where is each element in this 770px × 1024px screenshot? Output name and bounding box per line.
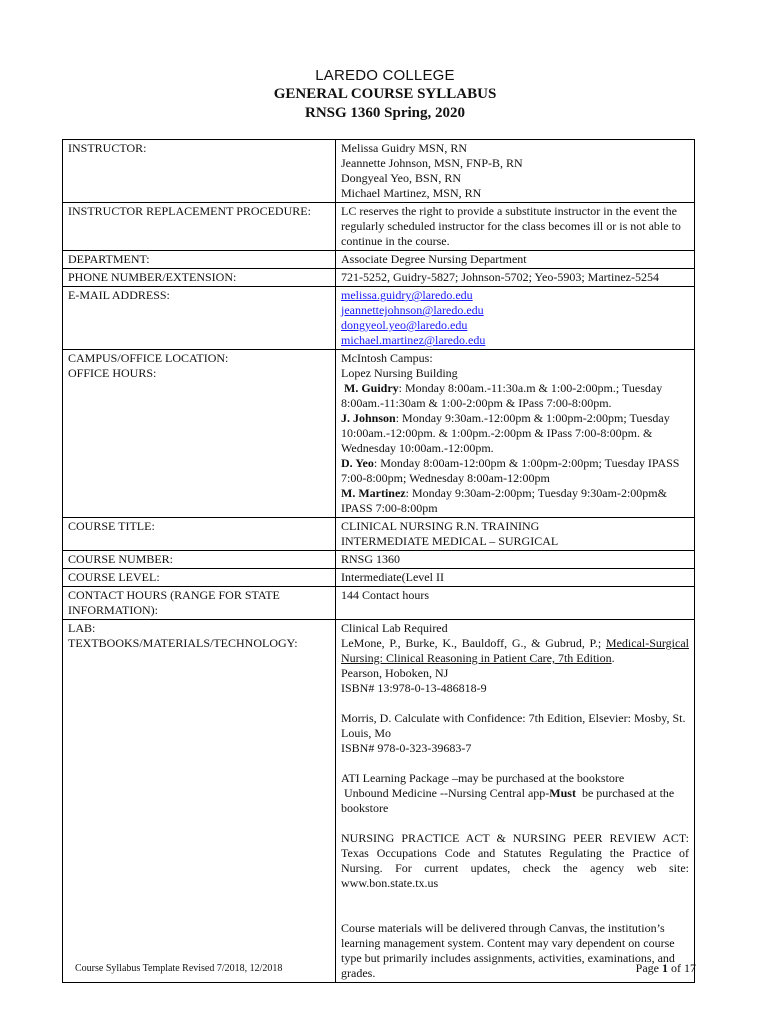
row-label: OFFICE HOURS: [68, 366, 157, 380]
table-row [63, 269, 695, 287]
course-term: RNSG 1360 Spring, 2020 [304, 105, 466, 121]
page-prefix: Page [635, 961, 662, 975]
table-row [63, 569, 695, 587]
row-label: CAMPUS/OFFICE LOCATION: [68, 351, 229, 365]
instructor-short-name: D. Yeo [341, 456, 374, 470]
instructor-short-name: M. Guidry [344, 381, 399, 395]
course-title-label [63, 518, 336, 551]
unbound-text: be purchased at the bookstore [341, 786, 678, 815]
textbooks-value [336, 620, 695, 983]
course-level-label [63, 569, 336, 587]
current-page: 1 [662, 961, 668, 975]
building-name: Lopez Nursing Building [341, 366, 458, 380]
lab-value: Clinical Lab Required [341, 621, 448, 635]
book1-publisher: Pearson, Hoboken, NJ [341, 666, 449, 680]
row-label: CONTACT HOURS (RANGE FOR STATE INFORMATION): [68, 588, 280, 617]
course-number-label [63, 551, 336, 569]
table-row [63, 140, 695, 203]
hours-text: : Monday 9:30am.-12:00pm & 1:00pm-2:00pm; Tuesday 10:00am.-12:00pm. & 1:00pm.-2:00pm & IPass 7:00-8:00pm. & Wednesday 10:00am.-12:00pm. [341, 411, 670, 455]
course-level-value: Intermediate(Level II [336, 569, 695, 587]
email-label [63, 287, 336, 350]
instructor-label [63, 140, 336, 203]
row-label: COURSE TITLE: [68, 519, 155, 533]
table-row [63, 203, 695, 251]
instructor-short-name: J. Johnson [341, 411, 396, 425]
department-label [63, 251, 336, 269]
row-label: DEPARTMENT: [68, 252, 150, 266]
campus-label [63, 350, 336, 518]
table-row [63, 287, 695, 350]
row-label: INSTRUCTOR: [68, 141, 147, 155]
must-emphasis: Must [549, 786, 576, 800]
phone-value: 721-5252, Guidry-5827; Johnson-5702; Yeo-5903; Martinez-5254 [336, 269, 695, 287]
phone-label [63, 269, 336, 287]
email-link[interactable]: michael.martinez@laredo.edu [341, 333, 486, 347]
replacement-label [63, 203, 336, 251]
table-row [63, 551, 695, 569]
email-link[interactable]: melissa.guidry@laredo.edu [341, 288, 473, 302]
table-row [63, 251, 695, 269]
row-label: COURSE LEVEL: [68, 570, 160, 584]
department-value: Associate Degree Nursing Department [336, 251, 695, 269]
row-label: LAB: [68, 621, 96, 635]
instructor-name: Jeannette Johnson, MSN, FNP-B, RN [341, 156, 523, 170]
course-title-line: CLINICAL NURSING R.N. TRAINING [341, 519, 540, 533]
hours-text: : Monday 8:00am.-11:30a.m & 1:00-2:00pm.; Tuesday 8:00am.-11:30am & 1:00-2:00pm & IPass 7:00-8:00pm. [341, 381, 663, 410]
nursing-practice-act: NURSING PRACTICE ACT & NURSING PEER REVIEW ACT: Texas Occupations Code and Statutes Regulating the Practice of Nursing. For current updates, check the agency web site: www.bon.state.tx.us [341, 831, 689, 890]
college-name: LAREDO COLLEGE [315, 67, 455, 84]
row-label: E-MAIL ADDRESS: [68, 288, 170, 302]
row-label: PHONE NUMBER/EXTENSION: [68, 270, 237, 284]
email-value [336, 287, 695, 350]
course-number-value: RNSG 1360 [336, 551, 695, 569]
instructor-short-name: M. Martinez [341, 486, 406, 500]
course-title-value [336, 518, 695, 551]
instructor-name: Michael Martinez, MSN, RN [341, 186, 482, 200]
page-mid: of [668, 961, 684, 975]
hours-text: : Monday 8:00am-12:00pm & 1:00pm-2:00pm; Tuesday IPASS 7:00-8:00pm; Wednesday 8:00am-12:00pm [341, 456, 680, 485]
campus-name: McIntosh Campus: [341, 351, 433, 365]
office-hours-value [336, 350, 695, 518]
instructor-name: Melissa Guidry MSN, RN [341, 141, 468, 155]
table-row [63, 350, 695, 518]
contact-hours-value: 144 Contact hours [336, 587, 695, 620]
document-header [0, 66, 770, 123]
hours-text: : Monday 9:30am-2:00pm; Tuesday 9:30am-2:00pm& IPASS 7:00-8:00pm [341, 486, 667, 515]
table-row [63, 518, 695, 551]
instructor-name: Dongyeal Yeo, BSN, RN [341, 171, 462, 185]
total-pages: 17 [684, 961, 696, 975]
book1-citation: LeMone, P., Burke, K., Bauldoff, G., & Gubrud, P.; Medical-Surgical Nursing: Clinical Reasoning in Patient Care, 7th Edition. [341, 636, 689, 665]
syllabus-title: GENERAL COURSE SYLLABUS [273, 86, 497, 102]
office-hours-entry [341, 411, 689, 456]
table-row [63, 587, 695, 620]
book2-isbn: ISBN# 978-0-323-39683-7 [341, 741, 472, 755]
book2-citation: Morris, D. Calculate with Confidence: 7th Edition, Elsevier: Mosby, St. Louis, Mo [341, 711, 686, 740]
row-label: INSTRUCTOR REPLACEMENT PROCEDURE: [68, 204, 311, 218]
email-link[interactable]: dongyeol.yeo@laredo.edu [341, 318, 468, 332]
ati-package: ATI Learning Package –may be purchased at the bookstore [341, 771, 625, 785]
email-link[interactable]: jeannettejohnson@laredo.edu [341, 303, 484, 317]
replacement-value: LC reserves the right to provide a substitute instructor in the event the regularly scheduled instructor for the class becomes ill or is not able to continue in the course. [336, 203, 695, 251]
table-row [63, 620, 695, 983]
unbound-text: Unbound Medicine --Nursing Central app- [341, 786, 550, 800]
unbound-medicine [341, 786, 689, 816]
book1-title: Medical-Surgical Nursing: Clinical Reasoning in Patient Care, 7th Edition [341, 636, 689, 665]
office-hours-entry [341, 456, 689, 486]
lab-label [63, 620, 336, 983]
course-title-line: INTERMEDIATE MEDICAL – SURGICAL [341, 534, 559, 548]
instructor-value [336, 140, 695, 203]
page-number [636, 961, 696, 976]
office-hours-entry [341, 381, 689, 411]
row-label: TEXTBOOKS/MATERIALS/TECHNOLOGY: [68, 636, 298, 650]
office-hours-entry [341, 486, 689, 516]
book1-authors: LeMone, P., Burke, K., Bauldoff, G., & Gubrud, P.; [341, 636, 602, 650]
book1-isbn: ISBN# 13:978-0-13-486818-9 [341, 681, 487, 695]
syllabus-table [62, 139, 695, 983]
contact-hours-label [63, 587, 336, 620]
canvas-note: Course materials will be delivered through Canvas, the institution’s learning management system. Content may vary dependent on course type but primarily includes assignments, activities, examinations, and grades. [341, 921, 675, 980]
row-label: COURSE NUMBER: [68, 552, 174, 566]
footer-template-note: Course Syllabus Template Revised 7/2018, 12/2018 [75, 963, 283, 974]
